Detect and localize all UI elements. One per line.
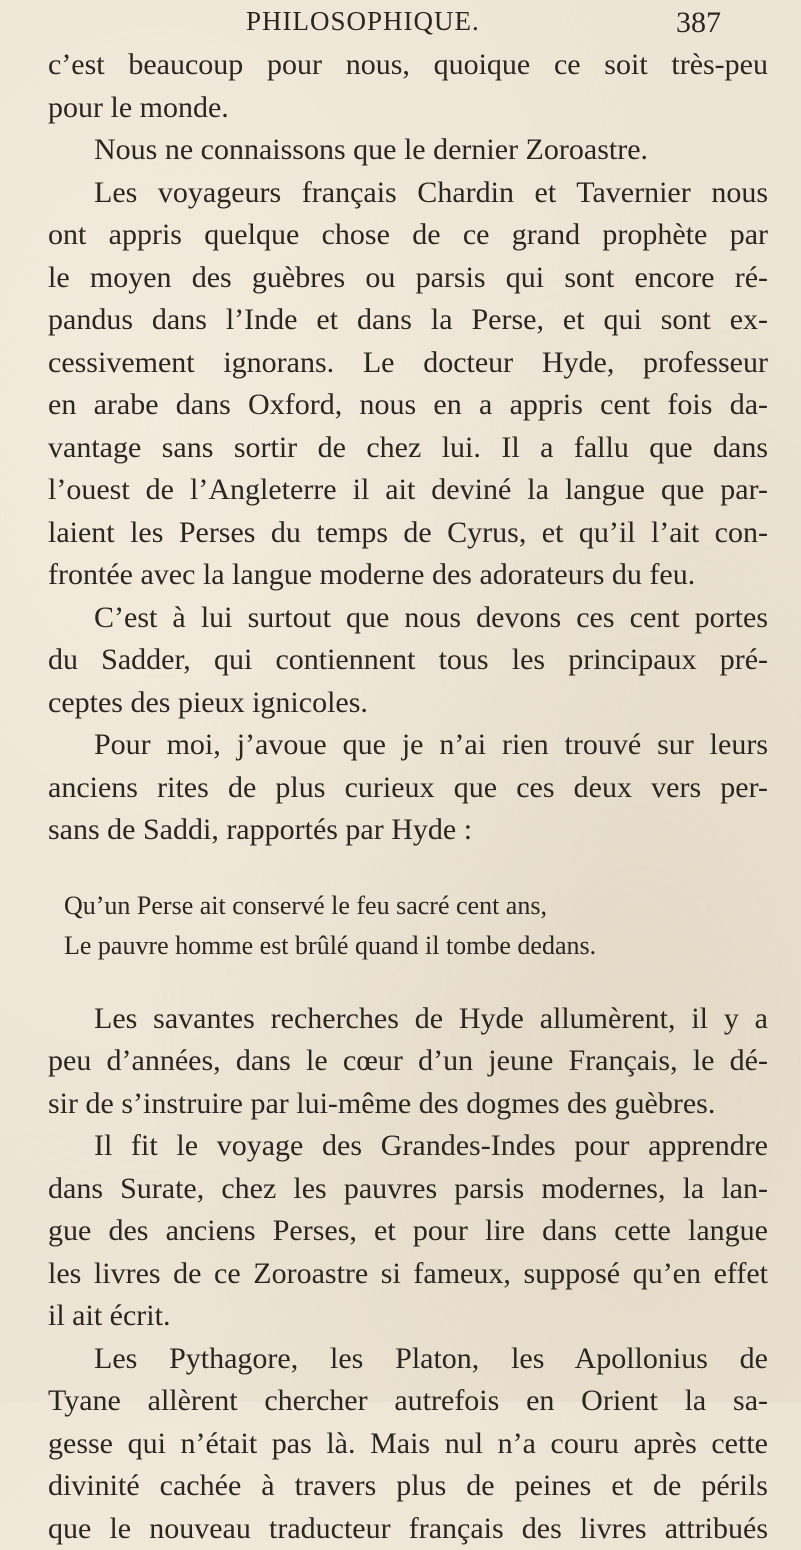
- text-line: anciens rites de plus curieux que ces deux vers per-: [48, 767, 768, 810]
- text-line: il ait écrit.: [48, 1295, 768, 1338]
- text-line: Tyane allèrent chercher autrefois en Orient la sa-: [48, 1380, 768, 1423]
- text-line: ceptes des pieux ignicoles.: [48, 682, 768, 725]
- text-line: Les Pythagore, les Platon, les Apollonius de: [48, 1338, 768, 1381]
- text-line: gue des anciens Perses, et pour lire dans cette langue: [48, 1210, 768, 1253]
- text-line: sans de Saddi, rapportés par Hyde :: [48, 809, 768, 852]
- text-line: peu d’années, dans le cœur d’un jeune Français, le dé-: [48, 1040, 768, 1083]
- text-line: sir de s’instruire par lui-même des dogmes des guèbres.: [48, 1083, 768, 1126]
- text-line: Pour moi, j’avoue que je n’ai rien trouvé sur leurs: [48, 724, 768, 767]
- text-line: cessivement ignorans. Le docteur Hyde, professeur: [48, 342, 768, 385]
- text-line: frontée avec la langue moderne des adorateurs du feu.: [48, 554, 768, 597]
- running-title: PHILOSOPHIQUE.: [246, 6, 480, 37]
- text-line: divinité cachée à travers plus de peines et de périls: [48, 1465, 768, 1508]
- text-line: Les savantes recherches de Hyde allumèrent, il y a: [48, 998, 768, 1041]
- text-line: Les voyageurs français Chardin et Tavernier nous: [48, 172, 768, 215]
- text-line: l’ouest de l’Angleterre il ait deviné la langue que par-: [48, 469, 768, 512]
- text-line: Nous ne connaissons que le dernier Zoroastre.: [48, 129, 768, 172]
- text-line: Il fit le voyage des Grandes-Indes pour apprendre: [48, 1125, 768, 1168]
- text-line: en arabe dans Oxford, nous en a appris cent fois da-: [48, 384, 768, 427]
- verse-line: Le pauvre homme est brûlé quand il tombe dedans.: [48, 926, 768, 966]
- body-text: [48, 44, 768, 1550]
- verse-line: Qu’un Perse ait conservé le feu sacré cent ans,: [48, 886, 768, 926]
- text-line: que le nouveau traducteur français des livres attribués: [48, 1508, 768, 1550]
- text-line: le moyen des guèbres ou parsis qui sont encore ré-: [48, 257, 768, 300]
- text-line: ont appris quelque chose de ce grand prophète par: [48, 214, 768, 257]
- text-line: les livres de ce Zoroastre si fameux, supposé qu’en effet: [48, 1253, 768, 1296]
- text-line: laient les Perses du temps de Cyrus, et qu’il l’ait con-: [48, 512, 768, 555]
- text-line: gesse qui n’était pas là. Mais nul n’a couru après cette: [48, 1423, 768, 1466]
- text-line: du Sadder, qui contiennent tous les principaux pré-: [48, 639, 768, 682]
- text-line: vantage sans sortir de chez lui. Il a fallu que dans: [48, 427, 768, 470]
- text-line: dans Surate, chez les pauvres parsis modernes, la lan-: [48, 1168, 768, 1211]
- text-line: C’est à lui surtout que nous devons ces cent portes: [48, 597, 768, 640]
- text-line: pour le monde.: [48, 87, 768, 130]
- page-number: 387: [676, 6, 721, 40]
- text-line: c’est beaucoup pour nous, quoique ce soit très-peu: [48, 44, 768, 87]
- text-line: pandus dans l’Inde et dans la Perse, et qui sont ex-: [48, 299, 768, 342]
- running-head: [0, 2, 801, 42]
